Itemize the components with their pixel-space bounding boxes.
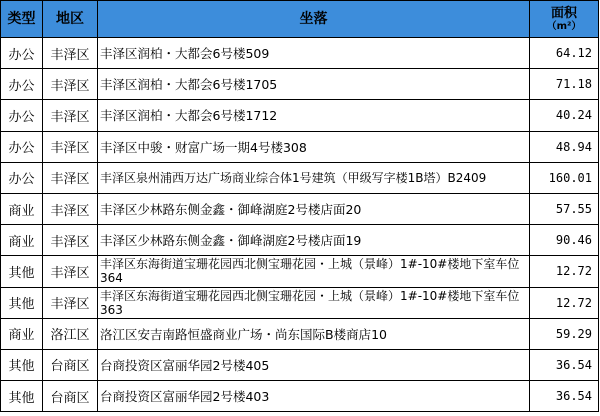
cell-area: 40.24 — [530, 100, 599, 131]
cell-type: 商业 — [1, 193, 43, 224]
table-row — [1, 225, 599, 256]
cell-district: 丰泽区 — [43, 100, 98, 131]
cell-district: 丰泽区 — [43, 38, 98, 69]
cell-location: 台商投资区富丽华园2号楼405 — [98, 349, 530, 380]
table-row — [1, 287, 599, 318]
header-location: 坐落 — [98, 1, 530, 38]
cell-area: 48.94 — [530, 131, 599, 162]
cell-type: 办公 — [1, 38, 43, 69]
cell-location: 丰泽区中骏・财富广场一期4号楼308 — [98, 131, 530, 162]
cell-location: 丰泽区少林路东侧金鑫・御峰湖庭2号楼店面19 — [98, 225, 530, 256]
table-row — [1, 38, 599, 69]
cell-area: 71.18 — [530, 69, 599, 100]
cell-location: 丰泽区东海街道宝珊花园西北侧宝珊花园・上城（景峰）1#-10#楼地下室车位364 — [98, 256, 530, 287]
cell-type: 商业 — [1, 318, 43, 349]
cell-district: 丰泽区 — [43, 69, 98, 100]
cell-type: 办公 — [1, 100, 43, 131]
cell-area: 59.29 — [530, 318, 599, 349]
table-row — [1, 381, 599, 412]
cell-area: 64.12 — [530, 38, 599, 69]
cell-type: 办公 — [1, 162, 43, 193]
cell-type: 办公 — [1, 131, 43, 162]
header-district: 地区 — [43, 1, 98, 38]
cell-area: 12.72 — [530, 256, 599, 287]
cell-location: 丰泽区泉州浦西万达广场商业综合体1号建筑（甲级写字楼1B塔）B2409 — [98, 162, 530, 193]
cell-location: 丰泽区润柏・大都会6号楼1712 — [98, 100, 530, 131]
header-row — [1, 1, 599, 38]
cell-location: 洛江区安吉南路恒盛商业广场・尚东国际B楼商店10 — [98, 318, 530, 349]
cell-district: 丰泽区 — [43, 193, 98, 224]
cell-area: 160.01 — [530, 162, 599, 193]
cell-area: 36.54 — [530, 349, 599, 380]
cell-location: 丰泽区少林路东侧金鑫・御峰湖庭2号楼店面20 — [98, 193, 530, 224]
table-row — [1, 318, 599, 349]
cell-location: 丰泽区润柏・大都会6号楼509 — [98, 38, 530, 69]
cell-area: 90.46 — [530, 225, 599, 256]
cell-location: 丰泽区东海街道宝珊花园西北侧宝珊花园・上城（景峰）1#-10#楼地下室车位363 — [98, 287, 530, 318]
cell-location: 丰泽区润柏・大都会6号楼1705 — [98, 69, 530, 100]
table-row — [1, 131, 599, 162]
cell-district: 丰泽区 — [43, 287, 98, 318]
header-area-unit: （m²） — [546, 20, 582, 32]
cell-district: 丰泽区 — [43, 225, 98, 256]
table-row — [1, 256, 599, 287]
table-row — [1, 349, 599, 380]
cell-district: 台商区 — [43, 349, 98, 380]
table-row — [1, 193, 599, 224]
cell-type: 办公 — [1, 69, 43, 100]
table-row — [1, 100, 599, 131]
cell-area: 12.72 — [530, 287, 599, 318]
cell-type: 商业 — [1, 225, 43, 256]
cell-type: 其他 — [1, 381, 43, 412]
header-area — [530, 1, 599, 38]
header-type: 类型 — [1, 1, 43, 38]
cell-district: 台商区 — [43, 381, 98, 412]
cell-area: 36.54 — [530, 381, 599, 412]
cell-district: 丰泽区 — [43, 256, 98, 287]
cell-type: 其他 — [1, 349, 43, 380]
cell-district: 洛江区 — [43, 318, 98, 349]
table-row — [1, 69, 599, 100]
cell-type: 其他 — [1, 256, 43, 287]
cell-district: 丰泽区 — [43, 131, 98, 162]
cell-type: 其他 — [1, 287, 43, 318]
header-area-label: 面积 — [550, 5, 577, 21]
table-row — [1, 162, 599, 193]
cell-location: 台商投资区富丽华园2号楼403 — [98, 381, 530, 412]
cell-area: 57.55 — [530, 193, 599, 224]
cell-district: 丰泽区 — [43, 162, 98, 193]
